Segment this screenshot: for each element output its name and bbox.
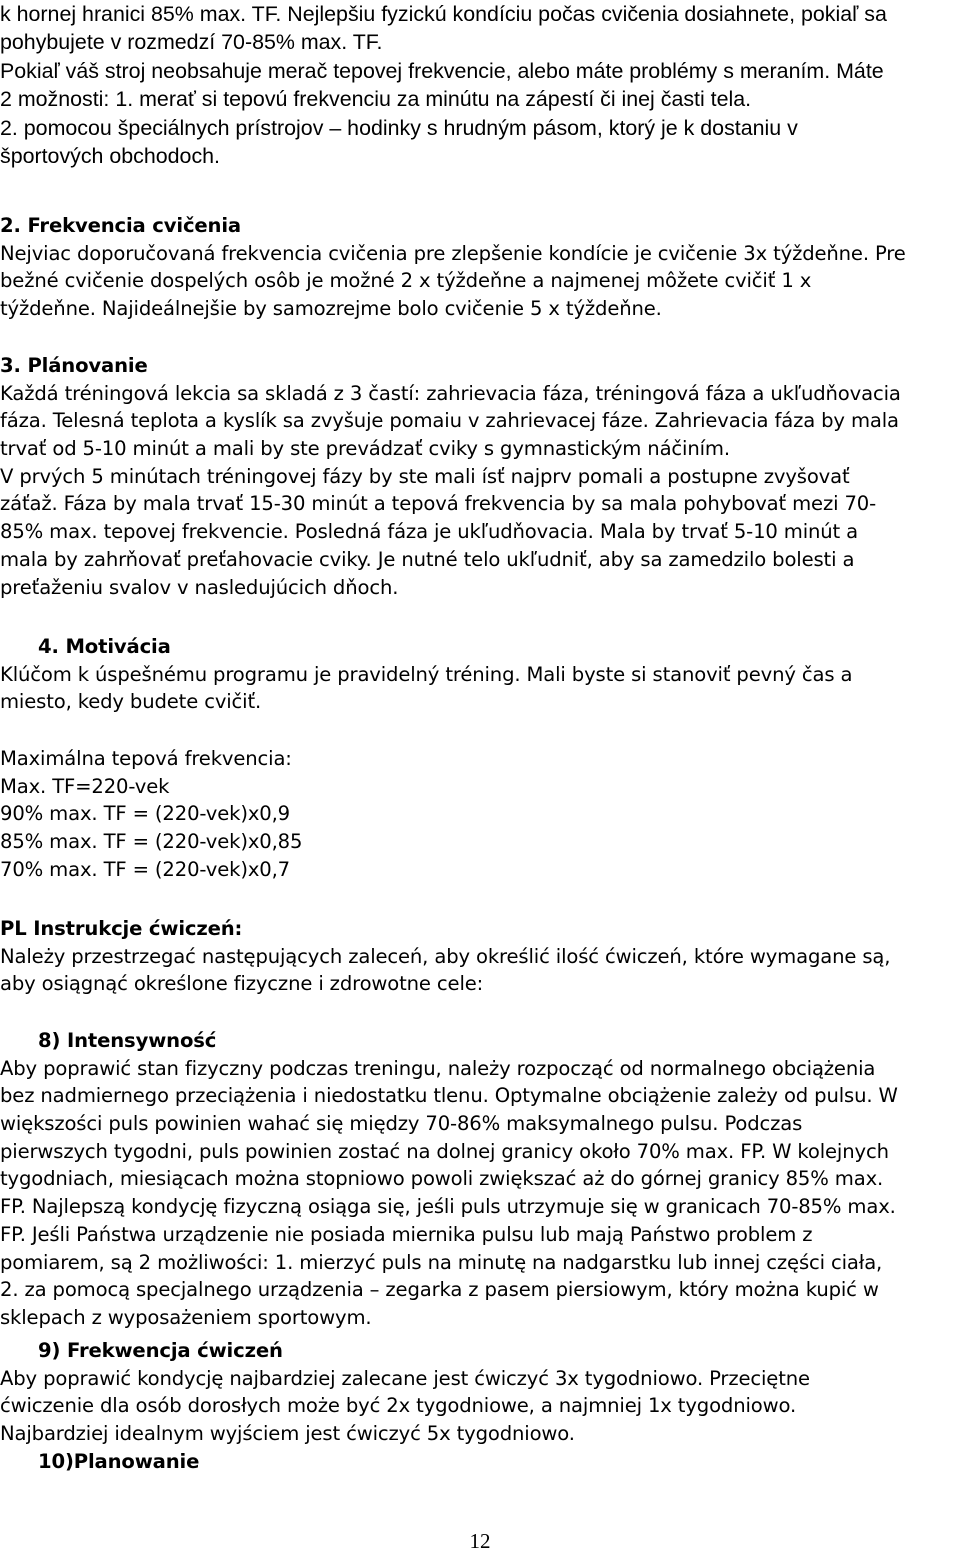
text-line: pierwszych tygodni, puls powinien zostać na dolnej granicy około 70% max. FP. W kolejnych (0, 1139, 889, 1163)
section-planovanie (0, 352, 960, 601)
text-line: trvať od 5-10 minút a mali by ste prevádzať cviky s gymnastickým náčiním. (0, 437, 730, 461)
text-line: pohybujete v rozmedzí 70-85% max. TF. (0, 30, 383, 55)
text-line: sklepach z wyposażeniem sportowym. (0, 1305, 372, 1329)
text-line: Aby poprawić kondycję najbardziej zalecane jest ćwiczyć 3x tygodniowo. Przeciętne (0, 1366, 810, 1390)
formula-line: 85% max. TF = (220-vek)x0,85 (0, 830, 303, 854)
text-line: fáza. Telesná teplota a kyslík sa zvyšuje pomaiu v zahrievacej fáze. Zahrievacia fáza by mala (0, 409, 899, 433)
text-line: pomiarem, są 2 możliwości: 1. mierzyć puls na minutę na nadgarstku lub innej części ciała, (0, 1250, 883, 1274)
text-line: Należy przestrzegać następujących zaleceń, aby określić ilość ćwiczeń, które wymagane są, (0, 944, 891, 968)
section-heading: 10)Planowanie (38, 1449, 200, 1473)
text-line: týždeňne. Najideálnejšie by samozrejme bolo cvičenie 5 x týždeňne. (0, 297, 662, 321)
text-line: Klúčom k úspešnému programu je pravidelný tréning. Mali byste si stanoviť pevný čas a (0, 662, 853, 686)
text-line: bežné cvičenie dospelých osôb je možné 2 x týždeňne a najmenej môžete cvičiť 1 x (0, 269, 812, 293)
section-heading: 4. Motivácia (38, 635, 171, 658)
text-line: Každá tréningová lekcia sa skladá z 3 častí: zahrievacia fáza, tréningová fáza a ukľudňovacia (0, 381, 901, 405)
text-line: 2. pomocou špeciálnych prístrojov – hodinky s hrudným pásom, ktorý je k dostaniu v (0, 115, 798, 140)
section-frekwencja (0, 1337, 960, 1475)
text-line: bez nadmiernego przeciążenia i niedostatku tlenu. Optymalne obciążenie zależy od pulsu. W (0, 1084, 898, 1108)
text-line: mala by zahrňovať preťahovacie cviky. Je nutné telo ukľudniť, aby sa zamedzilo bolesti a (0, 547, 855, 571)
text-line: záťaž. Fáza by mala trvať 15-30 minút a tepová frekvencia by sa mala pohybovať mezi 70- (0, 492, 877, 516)
section-intensywnosc (0, 1027, 960, 1332)
text-line: FP. Jeśli Państwa urządzenie nie posiada miernika pulsu lub mają Państwo problem z (0, 1222, 813, 1246)
formula-line: 90% max. TF = (220-vek)x0,9 (0, 802, 290, 826)
text-line: FP. Najlepszą kondycję fizyczną osiąga się, jeśli puls utrzymuje się w granicach 70-85% max. (0, 1195, 896, 1219)
section-heading: PL Instrukcje ćwiczeń: (0, 917, 243, 940)
section-heading: 3. Plánovanie (0, 354, 148, 377)
formula-line: Maximálna tepová frekvencia: (0, 747, 292, 770)
section-motivacia (0, 633, 960, 716)
intro-paragraph (0, 0, 960, 170)
formula-line: Max. TF=220-vek (0, 774, 170, 798)
text-line: 2 možnosti: 1. merať si tepovú frekvenciu za minútu na zápestí či inej časti tela. (0, 87, 752, 112)
text-line: Pokiaľ váš stroj neobsahuje merač tepovej frekvencie, alebo máte problémy s meraním. Máte (0, 58, 884, 83)
section-heading: 9) Frekwencja ćwiczeń (38, 1339, 283, 1362)
text-line: aby osiągnąć określone fizyczne i zdrowotne cele: (0, 972, 484, 996)
section-heading: 2. Frekvencia cvičenia (0, 214, 241, 237)
text-line: 2. za pomocą specjalnego urządzenia – zegarka z pasem piersiowym, który można kupić w (0, 1278, 879, 1302)
page-number: 12 (469, 1529, 491, 1553)
text-line: ćwiczenie dla osób dorosłych może być 2x tygodniowe, a najmniej 1x tygodniowo. (0, 1394, 797, 1418)
section-frekvencia (0, 212, 960, 323)
text-line: większości puls powinien wahać się między 70-86% maksymalnego pulsu. Podczas (0, 1112, 803, 1136)
text-line: Nejviac doporučovaná frekvencia cvičenia pre zlepšenie kondície je cvičenie 3x týždeňne. Pre (0, 241, 906, 265)
text-line: 85% max. tepovej frekvencie. Posledná fáza je ukľudňovacia. Mala by trvať 5-10 minút a (0, 520, 859, 544)
formula-line: 70% max. TF = (220-vek)x0,7 (0, 857, 290, 881)
section-heading: 8) Intensywność (38, 1029, 217, 1052)
text-line: miesto, kedy budete cvičiť. (0, 690, 262, 714)
text-line: V prvých 5 minútach tréningovej fázy by ste mali ísť najprv pomali a postupne zvyšovať (0, 464, 850, 488)
section-pl-instrukcje (0, 915, 960, 998)
text-line: Najbardziej idealnym wyjściem jest ćwiczyć 5x tygodniowo. (0, 1422, 575, 1446)
text-line: športových obchodoch. (0, 143, 220, 168)
formula-block (0, 745, 960, 883)
text-line: k hornej hranici 85% max. TF. Nejlepšiu fyzickú kondíciu počas cvičenia dosiahnete, pokiaľ sa (0, 2, 887, 26)
text-line: preťaženiu svalov v nasledujúcich dňoch. (0, 575, 399, 599)
text-line: tygodniach, miesiącach można stopniowo powoli zwiększać aż do górnej granicy 85% max. (0, 1167, 884, 1191)
text-line: Aby poprawić stan fizyczny podczas treningu, należy rozpocząć od normalnego obciążenia (0, 1056, 876, 1080)
